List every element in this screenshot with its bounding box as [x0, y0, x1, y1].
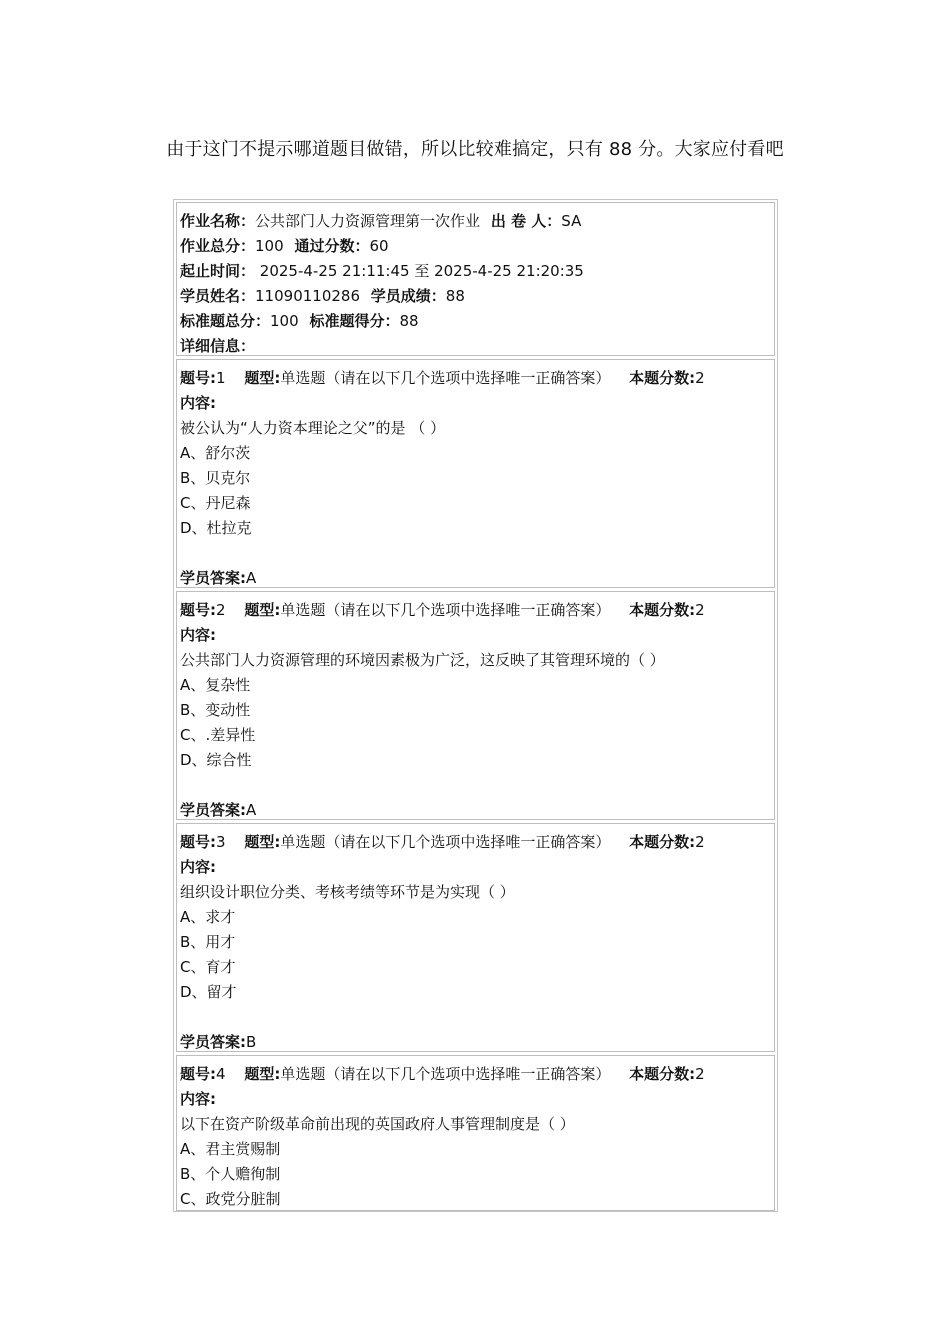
answer-label: 学员答案:	[180, 1033, 246, 1051]
time-label: 起止时间：	[180, 262, 256, 280]
time-value: 2025-4-25 21:11:45 至 2025-4-25 21:20:35	[255, 262, 584, 280]
question-type-label: 题型:	[244, 369, 281, 387]
answer-label: 学员答案:	[180, 569, 246, 587]
pass-value: 60	[369, 237, 389, 255]
question-score-label: 本题分数:	[629, 1065, 696, 1083]
option-c: C、政党分脏制	[180, 1190, 281, 1208]
info-row-total	[180, 234, 771, 259]
pass-label: 通过分数：	[294, 237, 370, 255]
std-total-value: 100	[270, 312, 299, 330]
student-answer	[180, 566, 771, 588]
std-score-value: 88	[399, 312, 419, 330]
question-header	[180, 1062, 771, 1087]
question-number-label: 题号:	[180, 1065, 216, 1083]
question-type: 单选题（请在以下几个选项中选择唯一正确答案）	[280, 601, 611, 619]
intro-note: 由于这门不提示哪道题目做错，所以比较难搞定，只有 88 分。大家应付看吧	[166, 139, 784, 160]
option-d: D、留才	[180, 983, 237, 1001]
question-header	[180, 598, 771, 623]
answer-label: 学员答案:	[180, 801, 246, 819]
question-type-label: 题型:	[244, 1065, 281, 1083]
content-label: 内容:	[180, 858, 216, 876]
student-id: 11090110286	[255, 287, 360, 305]
question-text: 组织设计职位分类、考核考绩等环节是为实现（ ）	[180, 883, 515, 901]
author-value: SA	[561, 212, 582, 230]
question-cell-2	[176, 591, 775, 820]
content-label: 内容:	[180, 626, 216, 644]
question-score-label: 本题分数:	[629, 833, 696, 851]
author-label: 出 卷 人：	[490, 212, 562, 230]
question-text: 以下在资产阶级革命前出现的英国政府人事管理制度是（ ）	[180, 1115, 575, 1133]
question-score: 2	[695, 1065, 705, 1083]
option-c: C、育才	[180, 958, 236, 976]
question-cell-3	[176, 823, 775, 1052]
question-type-label: 题型:	[244, 833, 281, 851]
name-label: 学员姓名：	[180, 287, 256, 305]
title-label: 作业名称：	[180, 212, 256, 230]
score-label: 学员成绩：	[370, 287, 446, 305]
question-text: 被公认为“人力资本理论之父”的是 （ ）	[180, 419, 446, 437]
info-row-student	[180, 284, 771, 309]
question-number: 2	[216, 601, 226, 619]
question-number: 3	[216, 833, 226, 851]
content-label: 内容:	[180, 1090, 216, 1108]
std-score-label: 标准题得分：	[309, 312, 400, 330]
question-cell-4	[176, 1055, 775, 1211]
option-d: D、杜拉克	[180, 519, 252, 537]
question-header	[180, 366, 771, 391]
question-number-label: 题号:	[180, 369, 216, 387]
question-number: 4	[216, 1065, 226, 1083]
info-row-time	[180, 259, 771, 284]
question-number-label: 题号:	[180, 833, 216, 851]
option-a: A、舒尔茨	[180, 444, 251, 462]
assignment-title: 公共部门人力资源管理第一次作业	[255, 212, 481, 230]
question-score: 2	[695, 601, 705, 619]
option-c: C、.差异性	[180, 726, 256, 744]
question-score-label: 本题分数:	[629, 369, 696, 387]
question-score-label: 本题分数:	[629, 601, 696, 619]
answer-value: A	[246, 569, 257, 587]
total-value: 100	[255, 237, 284, 255]
question-cell-1	[176, 359, 775, 588]
option-a: A、求才	[180, 908, 236, 926]
question-text: 公共部门人力资源管理的环境因素极为广泛，这反映了其管理环境的（ ）	[180, 651, 665, 669]
option-c: C、丹尼森	[180, 494, 251, 512]
question-header	[180, 830, 771, 855]
content-label: 内容:	[180, 394, 216, 412]
question-type: 单选题（请在以下几个选项中选择唯一正确答案）	[280, 1065, 611, 1083]
option-d: D、综合性	[180, 751, 252, 769]
option-a: A、复杂性	[180, 676, 251, 694]
option-b: B、变动性	[180, 701, 251, 719]
student-answer	[180, 798, 771, 820]
option-b: B、个人赡徇制	[180, 1165, 281, 1183]
info-row-detail	[180, 334, 771, 356]
question-score: 2	[695, 369, 705, 387]
question-number-label: 题号:	[180, 601, 216, 619]
student-score: 88	[445, 287, 465, 305]
info-row-title	[180, 209, 771, 234]
option-a: A、君主赏赐制	[180, 1140, 281, 1158]
detail-label: 详细信息：	[180, 337, 256, 355]
question-type: 单选题（请在以下几个选项中选择唯一正确答案）	[280, 833, 611, 851]
question-number: 1	[216, 369, 226, 387]
std-total-label: 标准题总分：	[180, 312, 271, 330]
answer-value: A	[246, 801, 257, 819]
question-score: 2	[695, 833, 705, 851]
option-b: B、贝克尔	[180, 469, 251, 487]
question-type: 单选题（请在以下几个选项中选择唯一正确答案）	[280, 369, 611, 387]
question-type-label: 题型:	[244, 601, 281, 619]
option-b: B、用才	[180, 933, 236, 951]
assignment-result-table	[173, 199, 778, 1212]
assignment-info-cell	[176, 202, 775, 356]
student-answer	[180, 1030, 771, 1052]
answer-value: B	[246, 1033, 257, 1051]
info-row-standard	[180, 309, 771, 334]
total-label: 作业总分：	[180, 237, 256, 255]
